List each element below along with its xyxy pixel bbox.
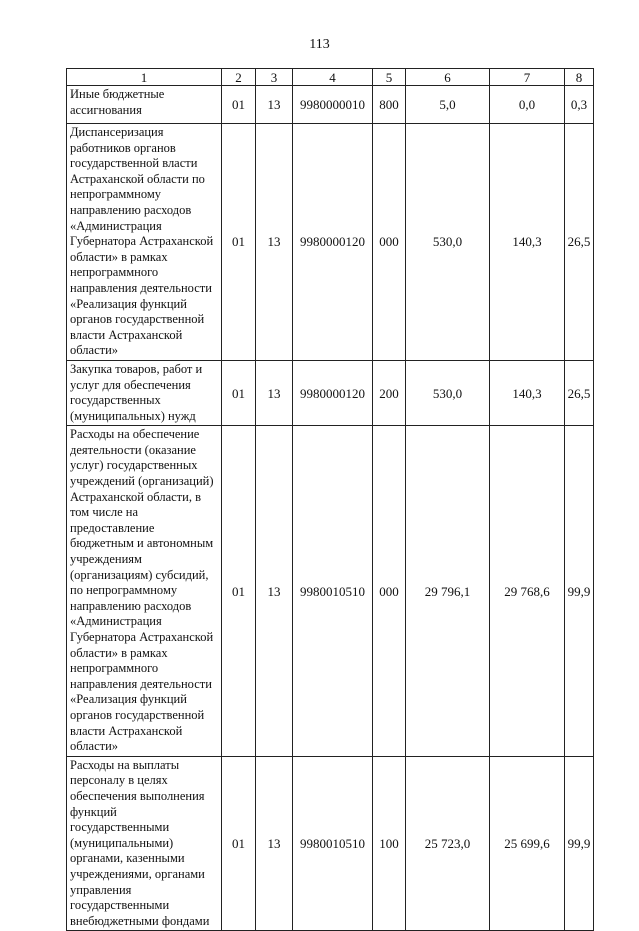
section-code: 01 (222, 426, 256, 756)
section-code: 01 (222, 86, 256, 124)
table-row (67, 86, 594, 124)
column-header: 6 (406, 69, 490, 86)
expense-type-code: 100 (373, 756, 406, 931)
table-row (67, 124, 594, 361)
section-code: 01 (222, 756, 256, 931)
actual-amount: 0,0 (490, 86, 565, 124)
planned-amount: 29 796,1 (406, 426, 490, 756)
subsection-code: 13 (256, 426, 293, 756)
table-row (67, 360, 594, 425)
planned-amount: 5,0 (406, 86, 490, 124)
column-header: 1 (67, 69, 222, 86)
column-header: 4 (293, 69, 373, 86)
expense-type-code: 000 (373, 426, 406, 756)
target-article-code: 9980010510 (293, 426, 373, 756)
table-header-row (67, 69, 594, 86)
subsection-code: 13 (256, 360, 293, 425)
execution-percent: 99,9 (565, 756, 594, 931)
column-header: 5 (373, 69, 406, 86)
subsection-code: 13 (256, 124, 293, 361)
execution-percent: 0,3 (565, 86, 594, 124)
subsection-code: 13 (256, 86, 293, 124)
execution-percent: 26,5 (565, 360, 594, 425)
column-header: 7 (490, 69, 565, 86)
row-name: Закупка товаров, работ и услуг для обеспечения государственных (муниципальных) нужд (67, 360, 222, 425)
row-name: Расходы на обеспечение деятельности (оказание услуг) государственных учреждений (организаций) Астраханской области, в том числе на предоставление бюджетным и автономным учреждениям (организациям) субсидий, по непрограммному направлению расходов «Администрация Губернатора Астраханской области» в рамках непрограммного направления деятельности «Реализация функций органов государственной власти Астраханской области» (67, 426, 222, 756)
actual-amount: 29 768,6 (490, 426, 565, 756)
column-header: 3 (256, 69, 293, 86)
planned-amount: 25 723,0 (406, 756, 490, 931)
column-header: 2 (222, 69, 256, 86)
expense-type-code: 200 (373, 360, 406, 425)
planned-amount: 530,0 (406, 360, 490, 425)
row-name: Расходы на выплаты персоналу в целях обеспечения выполнения функций государственными (муниципальными) органами, казенными учреждениями, органами управления государственными внебюджетными фондами (67, 756, 222, 931)
expense-type-code: 800 (373, 86, 406, 124)
column-header: 8 (565, 69, 594, 86)
execution-percent: 99,9 (565, 426, 594, 756)
actual-amount: 25 699,6 (490, 756, 565, 931)
expense-type-code: 000 (373, 124, 406, 361)
subsection-code: 13 (256, 756, 293, 931)
section-code: 01 (222, 124, 256, 361)
table-row (67, 426, 594, 756)
target-article-code: 9980000120 (293, 360, 373, 425)
target-article-code: 9980000010 (293, 86, 373, 124)
budget-table (66, 68, 594, 931)
actual-amount: 140,3 (490, 360, 565, 425)
row-name: Иные бюджетные ассигнования (67, 86, 222, 124)
execution-percent: 26,5 (565, 124, 594, 361)
row-name: Диспансеризация работников органов государственной власти Астраханской области по непрограммному направлению расходов «Администрация Губернатора Астраханской области» в рамках непрограммного направления деятельности «Реализация функций органов государственной власти Астраханской области» (67, 124, 222, 361)
page-number: 113 (309, 37, 330, 52)
actual-amount: 140,3 (490, 124, 565, 361)
target-article-code: 9980000120 (293, 124, 373, 361)
planned-amount: 530,0 (406, 124, 490, 361)
target-article-code: 9980010510 (293, 756, 373, 931)
section-code: 01 (222, 360, 256, 425)
